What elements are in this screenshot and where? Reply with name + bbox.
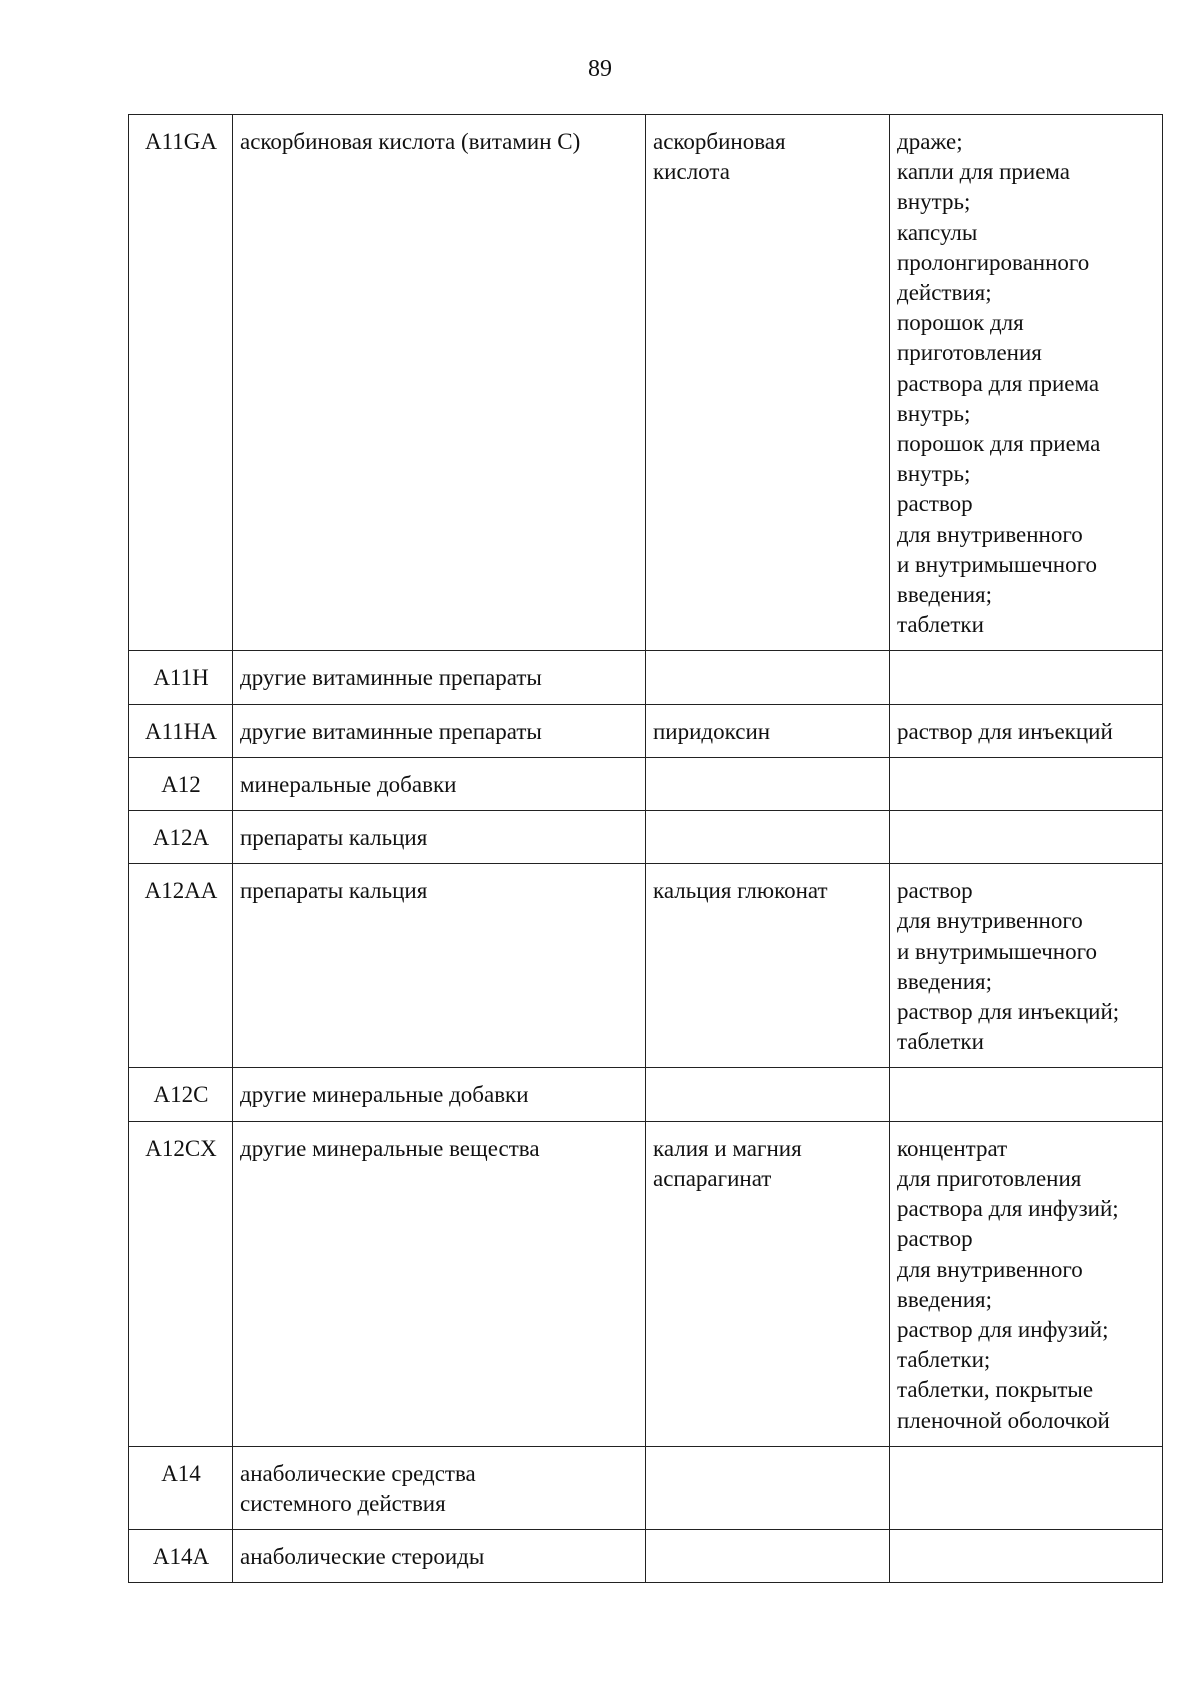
dosage-forms-cell — [890, 1446, 1163, 1529]
dosage-forms-cell — [890, 704, 1163, 757]
table-row — [129, 115, 1163, 651]
dosage-form-line: раствора для приема — [897, 370, 1100, 396]
dosage-form-line: внутрь; — [897, 400, 971, 426]
dosage-form-line: таблетки; — [897, 1347, 991, 1373]
group-name-line: аскорбиновая кислота (витамин С) — [240, 129, 581, 154]
anatomical-therapeutic-group-cell — [233, 811, 646, 864]
dosage-form-line: таблетки — [897, 612, 984, 638]
group-name-line: другие витаминные препараты — [240, 665, 542, 691]
medicine-name-line: пиридоксин — [653, 718, 771, 744]
dosage-form-line: порошок для — [897, 310, 1024, 336]
medicine-name-cell — [646, 115, 890, 651]
medicine-name-line: калия и магния — [653, 1135, 802, 1161]
medicine-name-line: кальция глюконат — [653, 878, 828, 904]
dosage-form-line: введения; — [897, 582, 992, 608]
medicine-name-cell — [646, 651, 890, 704]
anatomical-therapeutic-group-cell — [233, 1121, 646, 1446]
anatomical-therapeutic-group-cell — [233, 1068, 646, 1121]
dosage-form-line: таблетки, покрытые — [897, 1377, 1094, 1403]
medicine-name-line: кислота — [653, 159, 730, 185]
table-row — [129, 864, 1163, 1068]
group-name-line: другие минеральные добавки — [240, 1082, 529, 1108]
atc-code-cell: A12C — [129, 1068, 233, 1121]
table-row — [129, 1530, 1163, 1583]
medicine-name-cell — [646, 864, 890, 1068]
dosage-form-line: введения; — [897, 1286, 992, 1312]
anatomical-therapeutic-group-cell — [233, 1530, 646, 1583]
dosage-forms-cell — [890, 115, 1163, 651]
anatomical-therapeutic-group-cell — [233, 864, 646, 1068]
dosage-form-line: внутрь; — [897, 461, 971, 487]
dosage-form-line: раствор для инфузий; — [897, 1316, 1109, 1342]
dosage-forms-cell — [890, 1530, 1163, 1583]
dosage-form-line: раствора для инфузий; — [897, 1196, 1119, 1222]
group-name-line: другие витаминные препараты — [240, 718, 542, 744]
dosage-form-line: таблетки — [897, 1029, 984, 1055]
medicine-name-line: аскорбиновая — [653, 129, 786, 154]
atc-code-cell: A12CX — [129, 1121, 233, 1446]
group-name-line: препараты кальция — [240, 878, 428, 904]
group-name-line: анаболические стероиды — [240, 1544, 485, 1570]
anatomical-therapeutic-group-cell — [233, 757, 646, 810]
dosage-form-line: раствор — [897, 1226, 973, 1252]
medicine-name-cell — [646, 757, 890, 810]
anatomical-therapeutic-group-cell — [233, 1446, 646, 1529]
table-row — [129, 1068, 1163, 1121]
anatomical-therapeutic-group-cell — [233, 651, 646, 704]
table-row — [129, 811, 1163, 864]
atc-code-cell: A12 — [129, 757, 233, 810]
medicine-name-cell — [646, 1121, 890, 1446]
group-name-line: минеральные добавки — [240, 771, 457, 797]
medicine-name-cell — [646, 1446, 890, 1529]
dosage-form-line: раствор — [897, 491, 973, 517]
dosage-form-line: раствор для инъекций — [897, 718, 1113, 744]
dosage-forms-cell — [890, 864, 1163, 1068]
atc-code-cell: A11GA — [129, 115, 233, 651]
dosage-forms-cell — [890, 811, 1163, 864]
drug-classification-table — [128, 114, 1163, 1583]
dosage-form-line: капсулы — [897, 219, 978, 245]
table-row — [129, 1121, 1163, 1446]
group-name-line: анаболические средства — [240, 1460, 476, 1486]
medicine-name-line: аспарагинат — [653, 1165, 772, 1191]
dosage-forms-cell — [890, 651, 1163, 704]
atc-code-cell: A14 — [129, 1446, 233, 1529]
dosage-form-line: введения; — [897, 968, 992, 994]
medicine-name-cell — [646, 811, 890, 864]
atc-code-cell: A11HA — [129, 704, 233, 757]
dosage-form-line: для внутривенного — [897, 908, 1083, 934]
dosage-forms-cell — [890, 1121, 1163, 1446]
dosage-forms-cell — [890, 757, 1163, 810]
dosage-form-line: драже; — [897, 129, 963, 154]
group-name-line: другие минеральные вещества — [240, 1135, 540, 1161]
dosage-form-line: внутрь; — [897, 189, 971, 215]
atc-code-cell: A12AA — [129, 864, 233, 1068]
anatomical-therapeutic-group-cell — [233, 115, 646, 651]
atc-code-cell: A11H — [129, 651, 233, 704]
group-name-line: препараты кальция — [240, 825, 428, 851]
dosage-form-line: приготовления — [897, 340, 1042, 366]
dosage-form-line: пролонгированного — [897, 249, 1090, 275]
dosage-form-line: раствор — [897, 878, 973, 904]
dosage-form-line: и внутримышечного — [897, 551, 1097, 577]
dosage-form-line: пленочной оболочкой — [897, 1407, 1110, 1433]
dosage-form-line: и внутримышечного — [897, 938, 1097, 964]
dosage-form-line: для внутривенного — [897, 1256, 1083, 1282]
medicine-name-cell — [646, 1530, 890, 1583]
dosage-form-line: раствор для инъекций; — [897, 999, 1120, 1025]
dosage-forms-cell — [890, 1068, 1163, 1121]
page-number: 89 — [588, 56, 612, 82]
dosage-form-line: для внутривенного — [897, 521, 1083, 547]
medicine-name-cell — [646, 1068, 890, 1121]
anatomical-therapeutic-group-cell — [233, 704, 646, 757]
atc-code-cell: A14A — [129, 1530, 233, 1583]
table-row — [129, 651, 1163, 704]
dosage-form-line: для приготовления — [897, 1165, 1082, 1191]
dosage-form-line: концентрат — [897, 1135, 1008, 1161]
dosage-form-line: капли для приема — [897, 159, 1071, 185]
table-row — [129, 757, 1163, 810]
group-name-line: системного действия — [240, 1490, 446, 1516]
table-row — [129, 1446, 1163, 1529]
table-body — [129, 115, 1163, 1583]
table-row — [129, 704, 1163, 757]
dosage-form-line: порошок для приема — [897, 431, 1101, 457]
medicine-name-cell — [646, 704, 890, 757]
dosage-form-line: действия; — [897, 280, 992, 306]
atc-code-cell: A12A — [129, 811, 233, 864]
